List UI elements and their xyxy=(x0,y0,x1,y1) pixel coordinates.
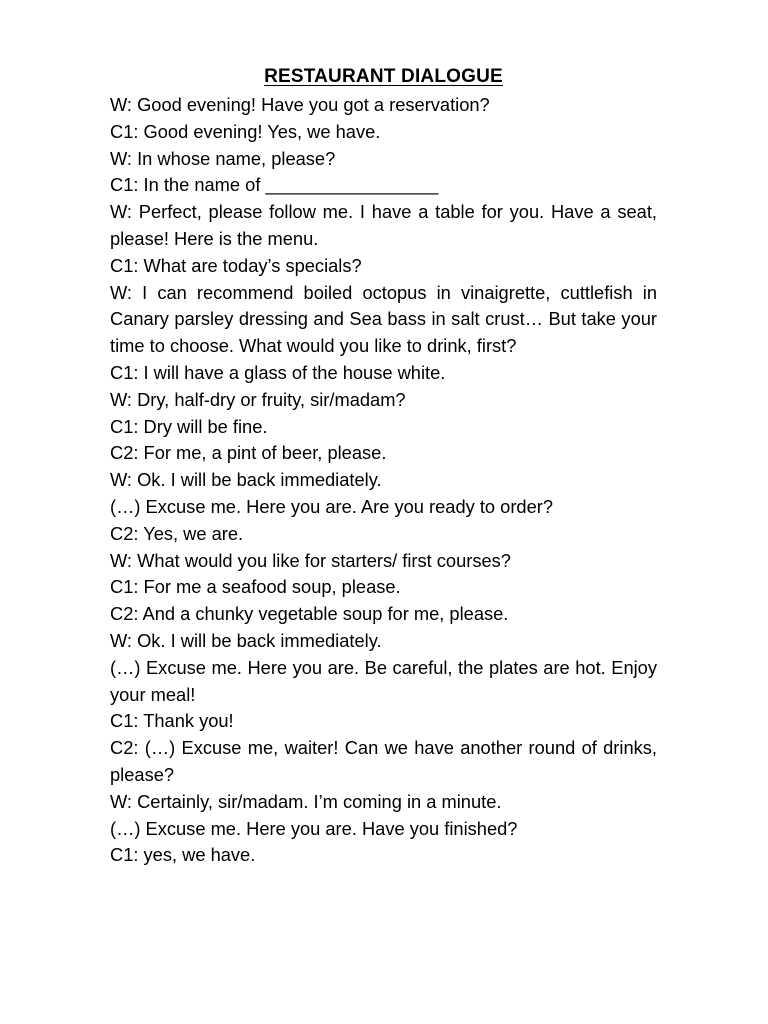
dialogue-body xyxy=(110,92,657,869)
dialogue-line: C1: Dry will be fine. xyxy=(110,415,268,437)
dialogue-line: W: Good evening! Have you got a reservation? xyxy=(110,94,490,115)
dialogue-line: W: Ok. I will be back immediately. xyxy=(110,629,382,651)
dialogue-line: C1: For me a seafood soup, please. xyxy=(110,576,401,598)
dialogue-line: (…) Excuse me. Here you are. Be careful, the plates are hot. Enjoy your meal! xyxy=(110,656,657,705)
dialogue-line: W: What would you like for starters/ first courses? xyxy=(110,549,511,571)
dialogue-line: C2: And a chunky vegetable soup for me, please. xyxy=(110,603,509,625)
dialogue-line: C1: Thank you! xyxy=(110,710,234,732)
dialogue-line: (…) Excuse me. Here you are. Have you finished? xyxy=(110,817,518,839)
dialogue-line: W: Certainly, sir/madam. I’m coming in a minute. xyxy=(110,790,502,812)
dialogue-line: W: Perfect, please follow me. I have a table for you. Have a seat, please! Here is the menu. xyxy=(110,201,657,249)
document-title: RESTAURANT DIALOGUE xyxy=(264,66,503,87)
dialogue-line: C1: What are today’s specials? xyxy=(110,254,362,276)
dialogue-line: C2: Yes, we are. xyxy=(110,522,244,544)
dialogue-line: C1: yes, we have. xyxy=(110,844,256,866)
document-page xyxy=(110,62,657,869)
dialogue-line: C2: (…) Excuse me, waiter! Can we have another round of drinks, please? xyxy=(110,737,657,785)
dialogue-line: W: Ok. I will be back immediately. xyxy=(110,469,382,491)
dialogue-line: C1: Good evening! Yes, we have. xyxy=(110,120,381,142)
dialogue-line: C1: I will have a glass of the house white. xyxy=(110,361,446,383)
dialogue-line: W: In whose name, please? xyxy=(110,147,336,169)
dialogue-line: W: I can recommend boiled octopus in vinaigrette, cuttlefish in Canary parsley dressing and Sea bass in salt crust… But take your time to choose. What would you like to drink, first? xyxy=(110,281,657,357)
dialogue-line: C2: For me, a pint of beer, please. xyxy=(110,442,387,464)
dialogue-line: C1: In the name of _________________ xyxy=(110,174,439,196)
dialogue-line: W: Dry, half-dry or fruity, sir/madam? xyxy=(110,388,406,410)
dialogue-line: (…) Excuse me. Here you are. Are you ready to order? xyxy=(110,495,554,517)
